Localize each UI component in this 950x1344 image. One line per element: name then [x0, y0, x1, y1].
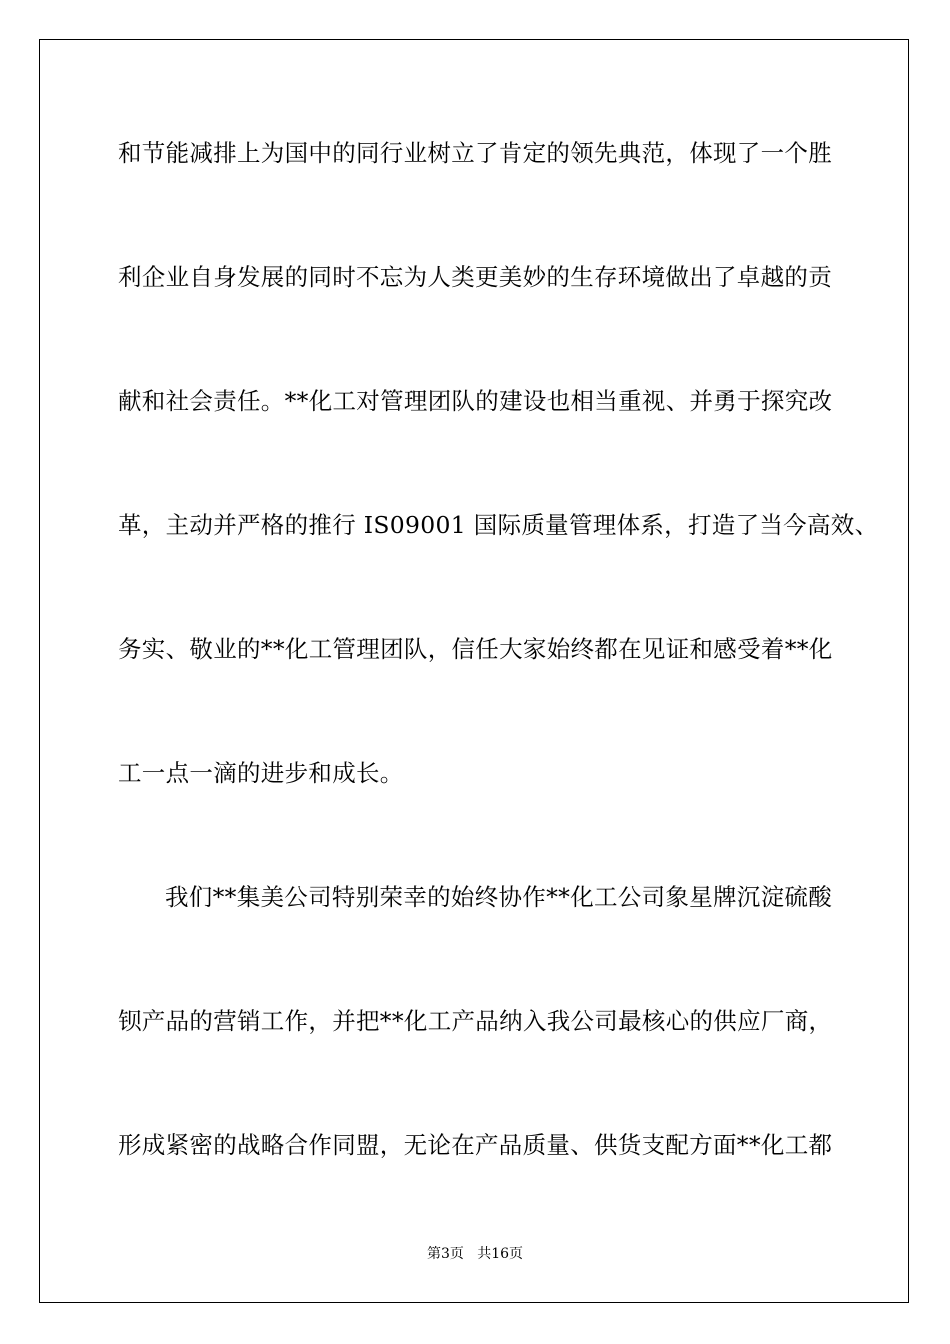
page-number-footer: 第3页 共16页 [426, 1246, 524, 1262]
text-line-3: 献和社会责任。**化工对管理团队的建设也相当重视、并勇于探究改 [118, 387, 833, 415]
text-line-7: 我们**集美公司特别荣幸的始终协作**化工公司象星牌沉淀硫酸 [165, 883, 832, 911]
document-page [39, 39, 909, 1303]
text-line-8: 钡产品的营销工作，并把**化工产品纳入我公司最核心的供应厂商， [118, 1007, 833, 1035]
text-line-9: 形成紧密的战略合作同盟，无论在产品质量、供货支配方面**化工都 [118, 1131, 833, 1159]
text-line-6: 工一点一滴的进步和成长。 [118, 759, 404, 787]
text-line-1: 和节能减排上为国中的同行业树立了肯定的领先典范，体现了一个胜 [118, 139, 832, 167]
text-line-2: 利企业自身发展的同时不忘为人类更美妙的生存环境做出了卓越的贡 [118, 263, 832, 291]
text-line-5: 务实、敬业的**化工管理团队，信任大家始终都在见证和感受着**化 [118, 635, 833, 663]
text-line-4: 革，主动并严格的推行 IS09001 国际质量管理体系，打造了当今高效、 [118, 511, 879, 539]
